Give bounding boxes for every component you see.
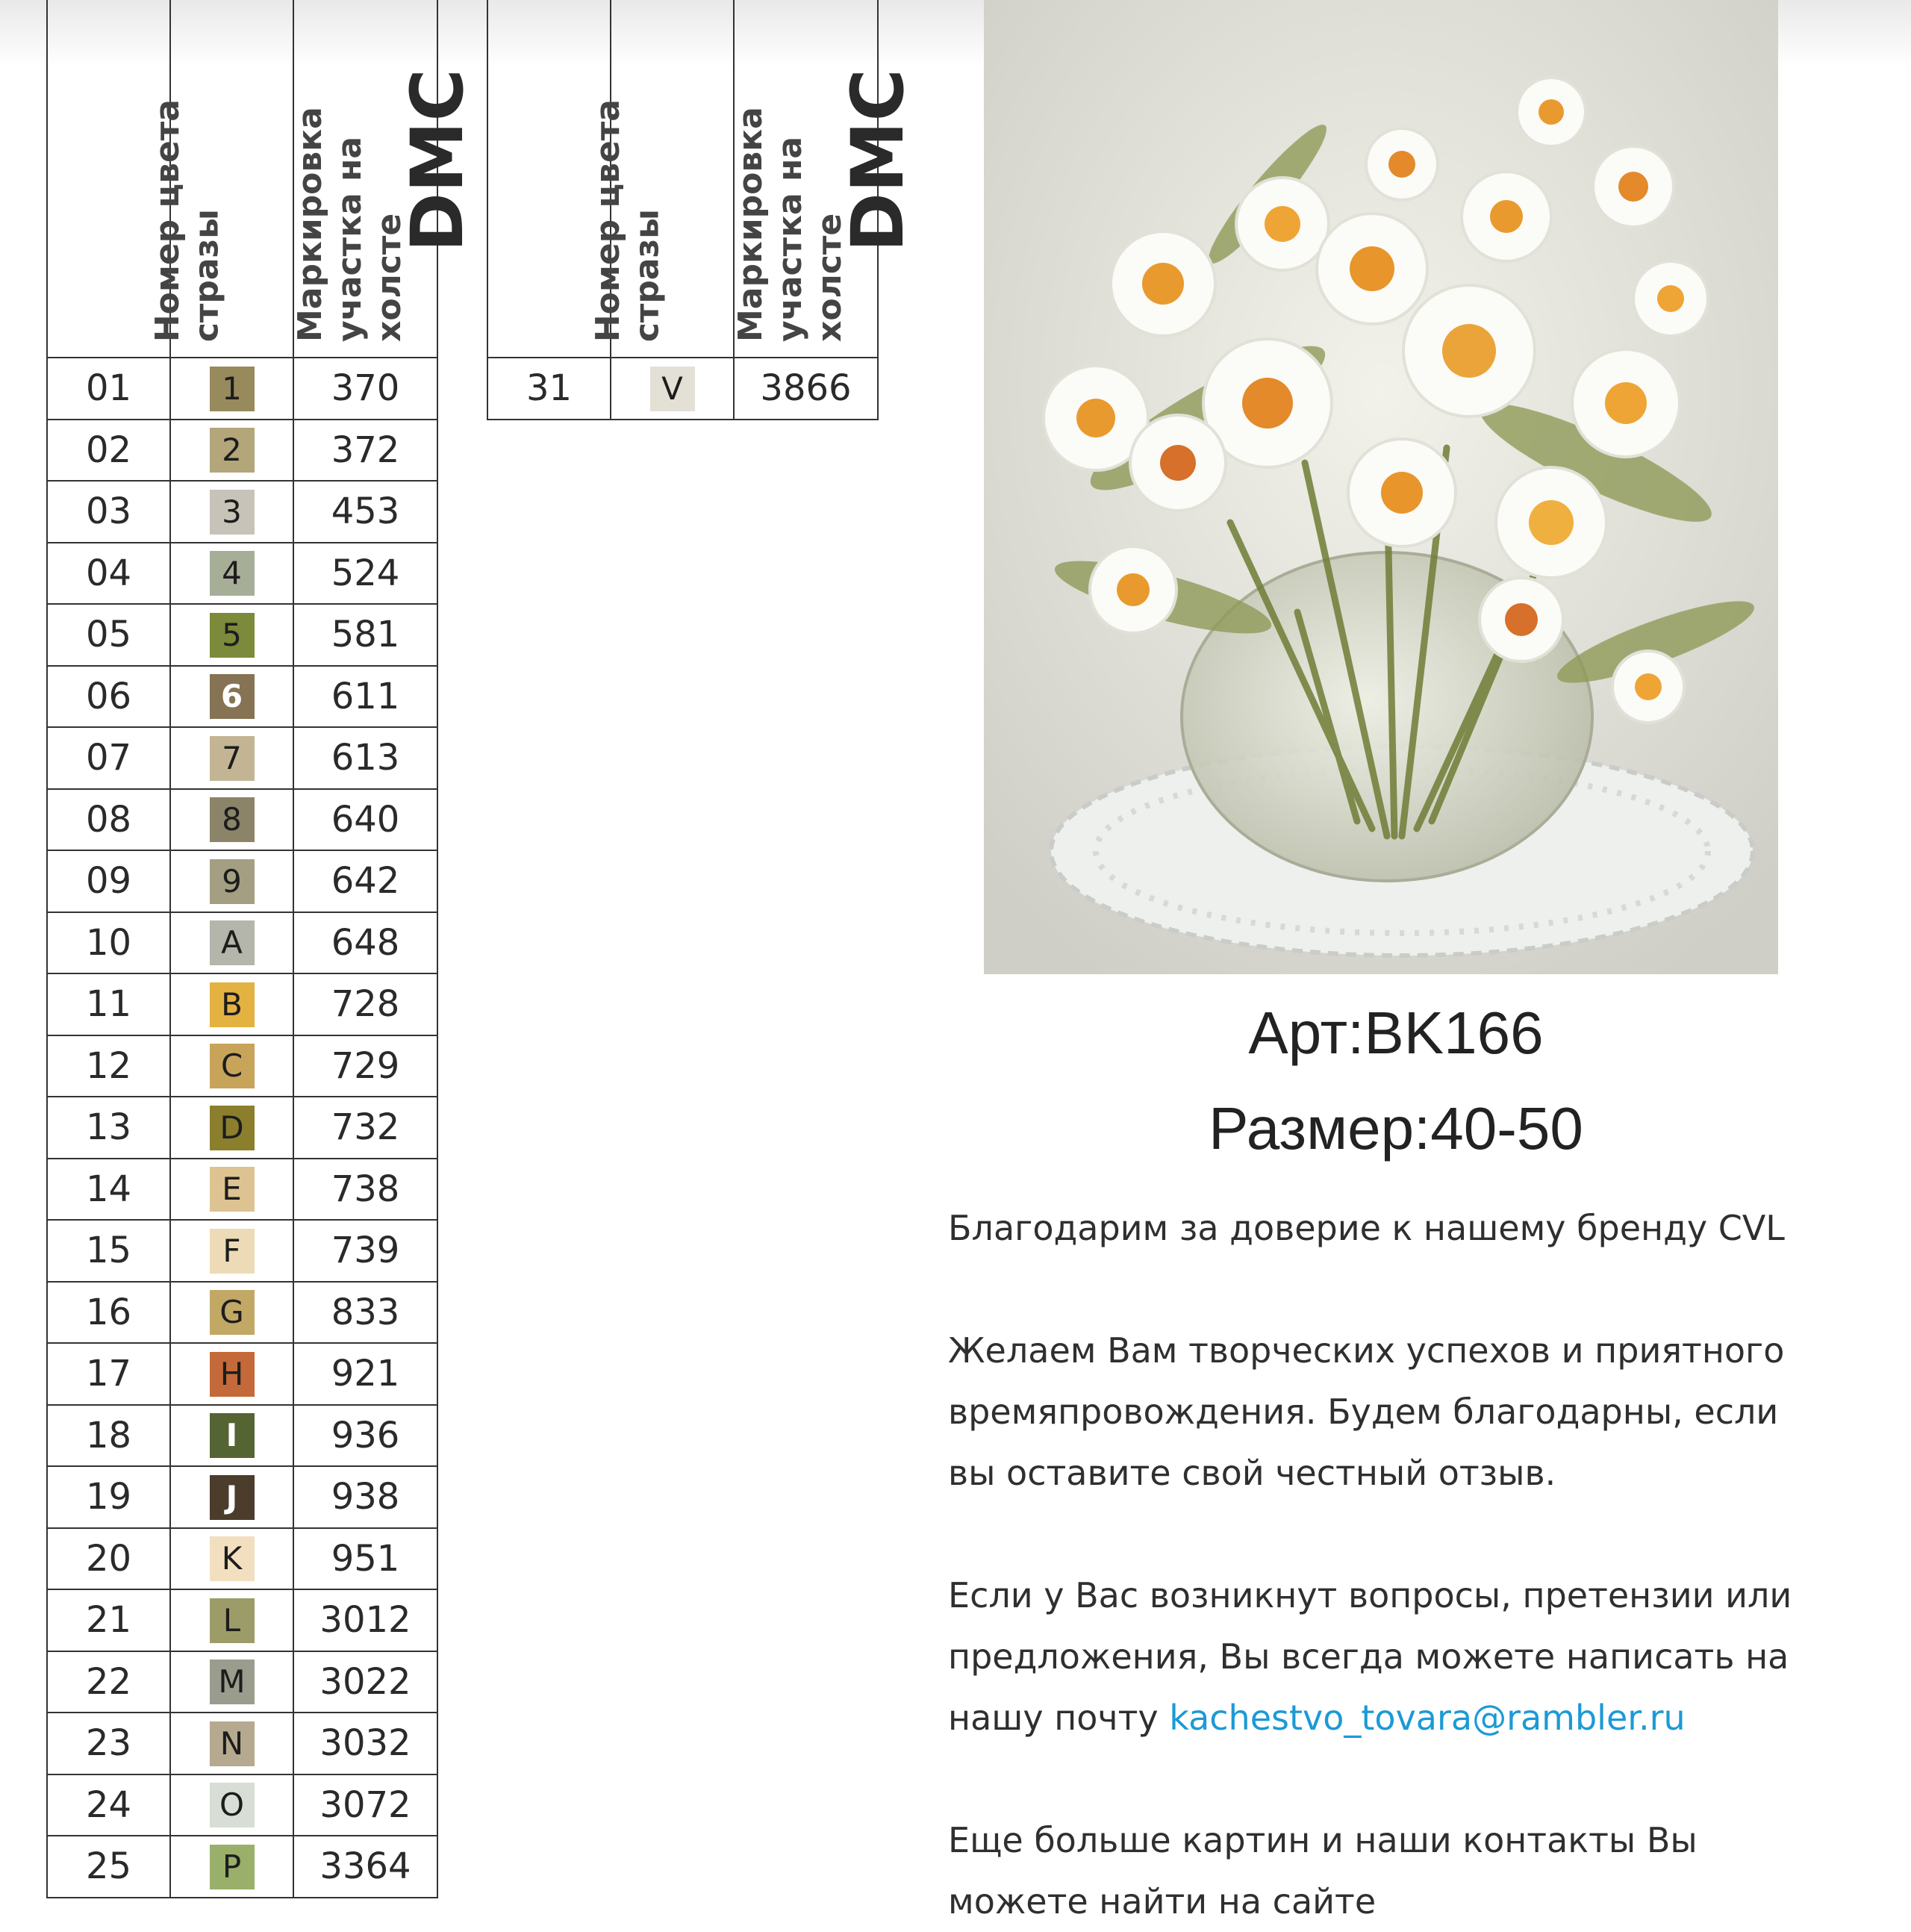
color-swatch: B (210, 982, 255, 1027)
marking-cell (170, 789, 293, 851)
dmc-cell: 729 (293, 1035, 437, 1097)
marking-cell (170, 543, 293, 605)
support-email-link[interactable]: kachestvo_tovara@rambler.ru (1169, 1698, 1686, 1738)
legend-rows-main (47, 358, 437, 1898)
color-number-cell: 06 (47, 666, 170, 728)
color-swatch: 5 (210, 613, 255, 658)
marking-cell (170, 666, 293, 728)
color-number-cell: 16 (47, 1282, 170, 1344)
color-number-cell: 15 (47, 1220, 170, 1282)
marking-cell (170, 1466, 293, 1528)
legend-row (47, 420, 437, 482)
dmc-cell: 3012 (293, 1589, 437, 1651)
color-swatch: P (210, 1845, 255, 1889)
dmc-cell: 732 (293, 1097, 437, 1159)
color-number-cell: 24 (47, 1774, 170, 1836)
dmc-cell: 3022 (293, 1651, 437, 1713)
marking-cell (170, 727, 293, 789)
marking-cell (170, 850, 293, 912)
color-number-cell: 07 (47, 727, 170, 789)
dmc-cell: 3866 (734, 358, 878, 420)
color-number-cell: 19 (47, 1466, 170, 1528)
legend-row (47, 1836, 437, 1898)
dmc-cell: 640 (293, 789, 437, 851)
header-color-number: Номер цвета стразы (148, 99, 226, 342)
color-number-cell: 10 (47, 912, 170, 974)
color-swatch: 8 (210, 797, 255, 842)
legend-row (47, 1159, 437, 1221)
marking-cell (170, 1589, 293, 1651)
color-number-cell: 20 (47, 1528, 170, 1590)
color-swatch: H (210, 1352, 255, 1397)
marking-cell (170, 481, 293, 543)
dmc-cell: 581 (293, 604, 437, 666)
header-dmc: DMC (835, 69, 920, 252)
dmc-cell: 370 (293, 358, 437, 420)
marking-cell (170, 1282, 293, 1344)
dmc-cell: 648 (293, 912, 437, 974)
color-swatch: G (210, 1290, 255, 1335)
legend-row (47, 912, 437, 974)
article-number: Арт:BK166 (1248, 1000, 1544, 1066)
color-number-cell: 03 (47, 481, 170, 543)
marking-cell (170, 604, 293, 666)
painting-illustration (984, 0, 1778, 974)
legend-row (47, 1528, 437, 1590)
legend-row (47, 973, 437, 1035)
wish-line-3: вы оставите свой честный отзыв. (948, 1453, 1556, 1493)
dmc-cell: 3364 (293, 1836, 437, 1898)
header-dmc-cell (290, 0, 479, 358)
product-size: Размер:40-50 (1209, 1095, 1583, 1162)
color-swatch: N (210, 1721, 255, 1766)
marking-cell (170, 358, 293, 420)
more-line-2: можете найти на сайте (948, 1881, 1377, 1922)
marking-cell (170, 973, 293, 1035)
more-line-1: Еще больше картин и наши контакты Вы (948, 1820, 1698, 1860)
product-info (948, 985, 1844, 1932)
header-marking: Маркировка участка на холсте (731, 107, 849, 342)
color-swatch: O (210, 1783, 255, 1827)
color-swatch: V (650, 367, 695, 411)
color-number-cell: 31 (487, 358, 611, 420)
color-swatch: K (210, 1536, 255, 1581)
color-swatch: M (210, 1660, 255, 1704)
header-marking-cell (170, 0, 408, 358)
color-number-cell: 04 (47, 543, 170, 605)
marking-cell (170, 912, 293, 974)
color-number-cell: 05 (47, 604, 170, 666)
legend-row (47, 543, 437, 605)
legend-row (47, 1035, 437, 1097)
color-number-cell: 02 (47, 420, 170, 482)
dmc-cell: 739 (293, 1220, 437, 1282)
color-swatch: D (210, 1106, 255, 1150)
dmc-cell: 524 (293, 543, 437, 605)
color-swatch: 3 (210, 490, 255, 535)
legend-row (47, 1405, 437, 1467)
legend-row (47, 1774, 437, 1836)
color-swatch: A (210, 920, 255, 965)
legend-row (47, 481, 437, 543)
color-number-cell: 25 (47, 1836, 170, 1898)
legend-row (47, 1097, 437, 1159)
legend-row (47, 1713, 437, 1774)
legend-row (47, 666, 437, 728)
dmc-cell: 453 (293, 481, 437, 543)
marking-cell (170, 1343, 293, 1405)
color-number-cell: 09 (47, 850, 170, 912)
header-color-number-cell (487, 0, 667, 358)
color-number-cell: 17 (47, 1343, 170, 1405)
color-number-cell: 13 (47, 1097, 170, 1159)
legend-row (47, 727, 437, 789)
marking-cell (170, 1097, 293, 1159)
legend-row (47, 1220, 437, 1282)
color-swatch: F (210, 1229, 255, 1274)
color-swatch: E (210, 1167, 255, 1212)
color-swatch: 9 (210, 859, 255, 904)
legend-row (487, 358, 878, 420)
header-marking-cell (611, 0, 849, 358)
color-number-cell: 01 (47, 358, 170, 420)
color-swatch: 7 (210, 736, 255, 781)
contact-line-3 (948, 1687, 1844, 1748)
marking-cell (170, 420, 293, 482)
dmc-cell: 3072 (293, 1774, 437, 1836)
dmc-cell: 936 (293, 1405, 437, 1467)
legend-row (47, 1651, 437, 1713)
color-number-cell: 12 (47, 1035, 170, 1097)
color-swatch: 1 (210, 367, 255, 411)
legend-row (47, 358, 437, 420)
marking-cell (170, 1713, 293, 1774)
color-swatch: C (210, 1044, 255, 1088)
legend-row (47, 604, 437, 666)
contact-line-1: Если у Вас возникнут вопросы, претензии или (948, 1575, 1792, 1615)
legend-row (47, 850, 437, 912)
color-swatch: I (210, 1413, 255, 1458)
color-number-cell: 21 (47, 1589, 170, 1651)
color-swatch: L (210, 1598, 255, 1643)
color-swatch: 6 (210, 674, 255, 719)
dmc-cell: 372 (293, 420, 437, 482)
dmc-cell: 938 (293, 1466, 437, 1528)
header-marking: Маркировка участка на холсте (290, 107, 408, 342)
legend-row (47, 1589, 437, 1651)
marking-cell (170, 1528, 293, 1590)
dmc-cell: 728 (293, 973, 437, 1035)
color-swatch: 4 (210, 551, 255, 596)
dmc-cell: 833 (293, 1282, 437, 1344)
color-number-cell: 18 (47, 1405, 170, 1467)
legend-row (47, 1343, 437, 1405)
color-number-cell: 22 (47, 1651, 170, 1713)
dmc-cell: 921 (293, 1343, 437, 1405)
dmc-cell: 3032 (293, 1713, 437, 1774)
marking-cell (170, 1220, 293, 1282)
dmc-cell: 611 (293, 666, 437, 728)
contact-line-2: предложения, Вы всегда можете написать на (948, 1636, 1789, 1677)
dmc-cell: 642 (293, 850, 437, 912)
color-swatch: J (210, 1475, 255, 1520)
header-dmc-cell (731, 0, 920, 358)
color-legend-table-main (46, 0, 479, 1898)
contact-prefix: нашу почту (948, 1698, 1170, 1738)
wish-line-2: времяпровождения. Будем благодарны, если (948, 1392, 1779, 1432)
header-color-number-cell (47, 0, 226, 358)
legend-row (47, 1466, 437, 1528)
marking-cell (170, 1774, 293, 1836)
marking-cell (170, 1836, 293, 1898)
legend-row (47, 789, 437, 851)
dmc-cell: 613 (293, 727, 437, 789)
color-number-cell: 23 (47, 1713, 170, 1774)
color-number-cell: 08 (47, 789, 170, 851)
color-legend-table-extra (487, 0, 920, 420)
marking-cell (170, 1159, 293, 1221)
legend-rows-extra (487, 358, 878, 420)
dmc-cell: 738 (293, 1159, 437, 1221)
header-color-number: Номер цвета стразы (588, 99, 667, 342)
header-dmc: DMC (395, 69, 479, 252)
color-number-cell: 11 (47, 973, 170, 1035)
marking-cell (170, 1405, 293, 1467)
legend-row (47, 1282, 437, 1344)
thanks-text: Благодарим за доверие к нашему бренду CVL (948, 1208, 1785, 1248)
color-swatch: 2 (210, 428, 255, 473)
color-number-cell: 14 (47, 1159, 170, 1221)
marking-cell (170, 1035, 293, 1097)
marking-cell (170, 1651, 293, 1713)
dmc-cell: 951 (293, 1528, 437, 1590)
wish-line-1: Желаем Вам творческих успехов и приятного (948, 1330, 1785, 1371)
marking-cell (611, 358, 734, 420)
daisy-bouquet-painting (984, 0, 1778, 974)
